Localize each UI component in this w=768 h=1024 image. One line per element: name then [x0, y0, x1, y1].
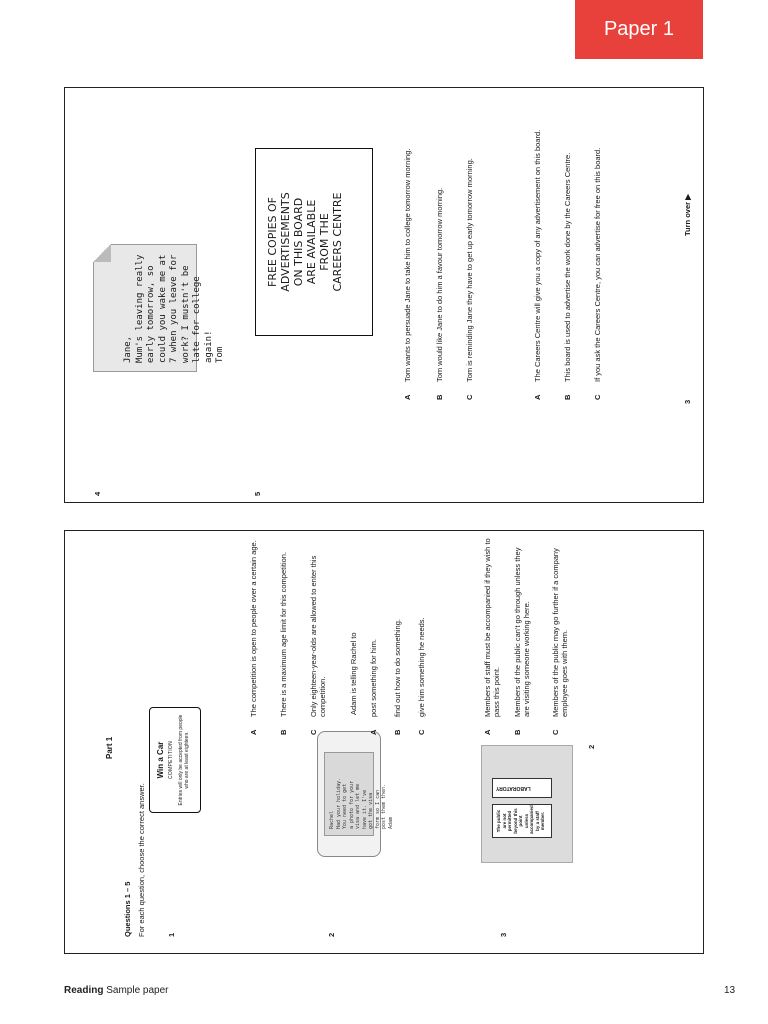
option-letter: C: [417, 729, 426, 735]
q2-option-a[interactable]: [369, 535, 378, 735]
page-curl-icon: [93, 244, 111, 262]
part-heading: Part 1: [105, 736, 114, 759]
question-2-number: 2: [327, 932, 336, 937]
option-text: Only eighteen-year-olds are allowed to enter this competition.: [309, 555, 327, 717]
option-letter: B: [393, 729, 402, 735]
q2-option-c[interactable]: [417, 535, 426, 735]
option-letter: C: [309, 729, 318, 735]
turn-over-label: Turn over ▶: [683, 194, 692, 236]
q3-option-c[interactable]: [551, 535, 569, 735]
q4-note: [93, 244, 225, 372]
q2-stem: Adam is telling Rachel to: [349, 632, 358, 715]
sign-subtitle: COMPETITION: [168, 740, 174, 780]
page-3-panel: [64, 87, 704, 503]
q4-option-a[interactable]: [403, 100, 412, 400]
option-text: Tom would like Jane to do him a favour tomorrow morning.: [435, 187, 444, 382]
q3-laboratory-door: [481, 745, 573, 863]
option-letter: A: [403, 394, 412, 400]
option-letter: A: [483, 729, 492, 735]
q3-option-a[interactable]: [483, 535, 501, 735]
question-5-number: 5: [253, 491, 262, 496]
option-text: Tom wants to persuade Jane to take him to college tomorrow morning.: [403, 148, 412, 382]
q5-option-b[interactable]: [563, 100, 572, 400]
option-text: If you ask the Careers Centre, you can advertise for free on this board.: [593, 147, 602, 382]
option-letter: B: [435, 394, 444, 400]
option-text: Members of staff must be accompanied if they wish to pass this point.: [483, 538, 501, 717]
q5-notice-board: FREE COPIES OF ADVERTISEMENTS ON THIS BOARD ARE AVAILABLE FROM THE CAREERS CENTRE: [255, 148, 373, 336]
instruction-text: For each question, choose the correct answer.: [137, 783, 146, 937]
option-text: This board is used to advertise the work done by the Careers Centre.: [563, 152, 572, 382]
laboratory-notice-text: The public are not permitted beyond this point unless accompanied by a staff member.: [496, 805, 545, 834]
q2-phone: [317, 731, 394, 857]
option-text: The competition is open to people over a certain age.: [249, 540, 258, 717]
question-4-number: 4: [93, 491, 102, 496]
option-text: The Careers Centre will give you a copy of any advertisement on this board.: [533, 129, 542, 382]
q5-option-c[interactable]: [593, 100, 602, 400]
footer-page-number: 13: [724, 985, 736, 996]
page-2-number: 2: [587, 744, 596, 749]
footer-subtitle: Sample paper: [106, 985, 169, 996]
q4-note-text: Jane, Mum's leaving really early tomorrow, so could you wake me at 7 when you leave for work? I mustn't be late for college again! Tom: [123, 254, 225, 363]
q3-option-b[interactable]: [513, 535, 531, 735]
q4-option-c[interactable]: [465, 100, 474, 400]
footer-label: [64, 985, 169, 996]
page-3-number: 3: [683, 399, 692, 404]
option-letter: A: [533, 394, 542, 400]
option-letter: B: [513, 729, 522, 735]
laboratory-notice: [492, 804, 552, 838]
page-2-panel: [64, 530, 704, 954]
option-text: Members of the public can't go through unless they are visiting someone working here.: [513, 547, 531, 717]
option-text: There is a maximum age limit for this competition.: [279, 551, 288, 717]
option-letter: B: [563, 394, 572, 400]
sign-body: Entries will only be accepted from people who are at least eighteen.: [178, 714, 190, 806]
option-text: find out how to do something.: [393, 619, 402, 717]
question-3-number: 3: [499, 932, 508, 937]
paper-tab-label: Paper 1: [603, 18, 675, 40]
paper-tab: [575, 0, 703, 59]
laboratory-sign-title: LABORATORY: [496, 785, 531, 791]
option-letter: C: [593, 394, 602, 400]
q2-option-b[interactable]: [393, 535, 402, 735]
option-text: give him something he needs.: [417, 617, 426, 717]
option-letter: A: [369, 729, 378, 735]
option-text: Tom is reminding Jane they have to get up early tomorrow morning.: [465, 158, 474, 382]
option-text: Members of the public may go further if a company employee goes with them.: [551, 548, 569, 717]
option-letter: C: [551, 729, 560, 735]
q4-option-b[interactable]: [435, 100, 444, 400]
footer-section: Reading: [64, 985, 104, 996]
option-letter: C: [465, 394, 474, 400]
q2-phone-message: Rachel Had your holiday. You need to get a photo for your visa and let me have it. I've got the visa form so I can post them then. Adam: [324, 752, 374, 836]
q1-competition-sign: [149, 707, 201, 813]
option-letter: A: [249, 729, 258, 735]
question-1-number: 1: [167, 932, 176, 937]
q1-option-a[interactable]: [249, 535, 258, 735]
q5-option-a[interactable]: [533, 100, 542, 400]
option-text: post something for him.: [369, 639, 378, 717]
q1-option-c[interactable]: [309, 535, 327, 735]
questions-heading: Questions 1 – 5: [123, 881, 132, 937]
q1-option-b[interactable]: [279, 535, 288, 735]
sign-title: Win a Car: [156, 741, 165, 779]
option-letter: B: [279, 729, 288, 735]
laboratory-sign: [492, 778, 552, 798]
